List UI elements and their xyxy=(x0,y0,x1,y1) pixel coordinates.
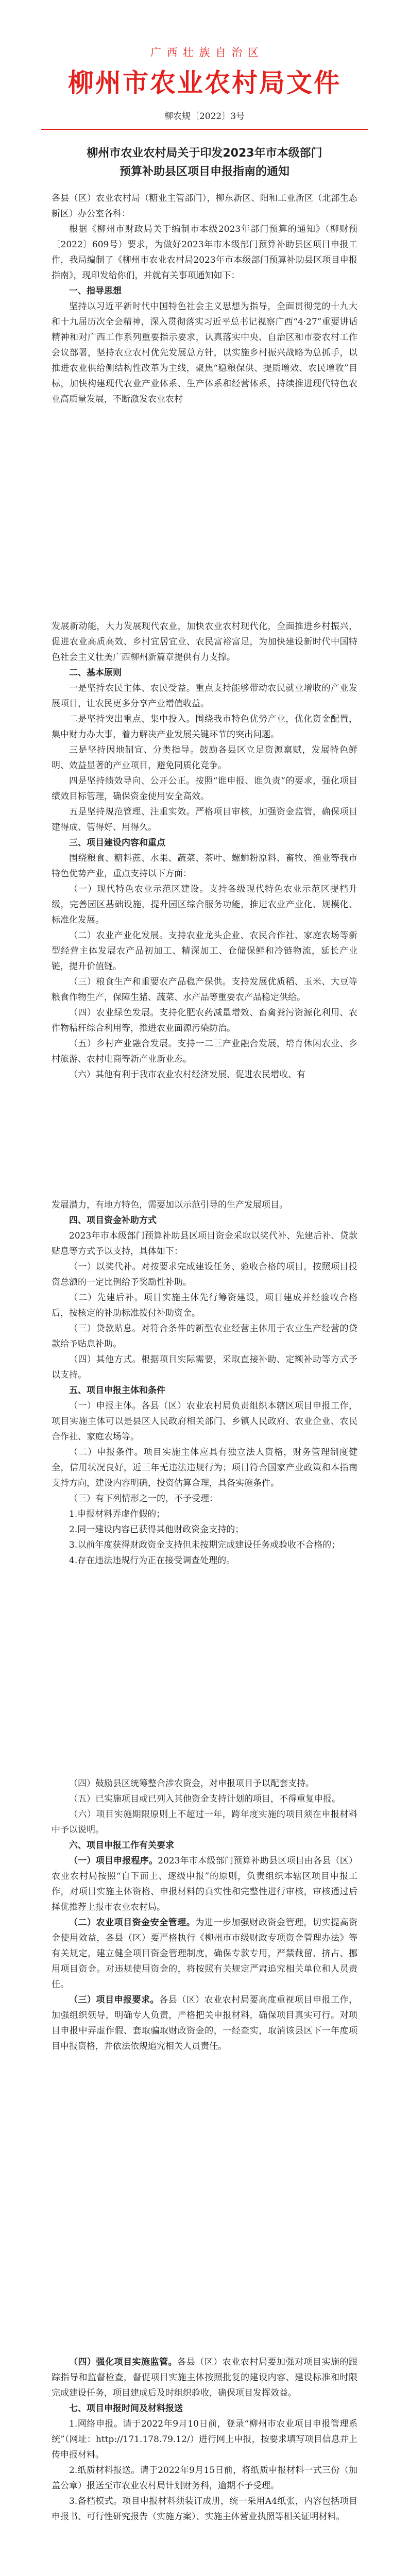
exclusion-item: 3.以前年度获得财政资金支持但未按期完成建设任务或验收不合格的； xyxy=(69,1540,340,1550)
principle-item: 五是坚持规范管理、注重实效。严格项目审核，加强资金监管，确保项目建得成、管得好、用得久。 xyxy=(52,807,357,833)
notice-title-line-1: 柳州市农业农村局关于印发2023年市本级部门 xyxy=(87,147,322,160)
subsidy-item: （一）以奖代补。对按要求完成建设任务、验收合格的项目，按照项目投资总额的一定比例给予奖励性补助。 xyxy=(52,1262,357,1287)
salutation: 各县（区）农业农村局（糖业主管部门），柳东新区、阳和工业新区（北部生态新区）办公室各科： xyxy=(52,193,357,219)
construction-item: （二）农业产业化发展。支持农业龙头企业、农民合作社、家庭农场等新型经营主体发展农产品初加工、精深加工、仓储保鲜和冷链物流，延长产业链，提升价值链。 xyxy=(52,930,357,972)
exclusion-item: 4.存在违法违规行为正在接受调查处理的。 xyxy=(69,1555,235,1566)
section-heading-submission: 七、项目申报时间及材料报送 xyxy=(69,2403,183,2414)
section-heading-guiding-ideology: 一、指导思想 xyxy=(69,286,122,296)
page-3 xyxy=(0,1157,409,1736)
construction-item: （六）其他有利于我市农业农村经济发展、促进农民增收、有 xyxy=(69,1070,305,1080)
principle-item: 三是坚持因地制宜、分类指导。鼓励各县区立足资源禀赋，发展特色鲜明、效益显著的产业项目，避免同质化竞争。 xyxy=(52,745,357,771)
page-2 xyxy=(0,579,409,1157)
exclusion-item: 2.同一建设内容已获得其他财政资金支持的； xyxy=(69,1524,244,1535)
construction-item: （三）粮食生产和重要农产品稳产保供。支持发展优质稻、玉米、大豆等粮食作物生产，保障生猪、蔬菜、水产品等重要农产品稳定供给。 xyxy=(52,977,357,1003)
construction-item-continued: 发展潜力，有地方特色，需要加以示范引导的生产发展项目。 xyxy=(52,1200,288,1210)
intro-paragraph: 根据《柳州市财政局关于编制市本级2023年部门预算的通知》（柳财预〔2022〕609号）要求，为做好2023年市本级部门预算补助县区项目申报工作，我局编制了《柳州市农业农村局2023年市本级部门预算补助县区项目申报指南》，现印发给你们，并就有关事项通知如下： xyxy=(52,224,357,281)
applicant-item: （六）项目实施期限原则上不超过一年，跨年度实施的项目须在申报材料中予以说明。 xyxy=(52,1809,357,1835)
page-5 xyxy=(0,2314,409,2576)
principle-item: 四是坚持绩效导向、公开公正。按照“谁申报、谁负责”的要求，强化项目绩效目标管理，确保资金使用安全高效。 xyxy=(52,776,357,802)
principle-item: 一是坚持农民主体、农民受益。重点支持能够带动农民就业增收的产业发展项目，让农民更多分享产业增值收益。 xyxy=(52,683,357,709)
construction-item: （五）乡村产业融合发展。支持一二三产业融合发展，培育休闲农业、乡村旅游、农村电商等新产业新业态。 xyxy=(52,1039,357,1064)
notice-title-line-2: 预算补助县区项目申报指南的通知 xyxy=(119,165,289,178)
section-paragraph-continued: 发展新动能，大力发展现代农业，加快农业农村现代化，全面推进乡村振兴，促进农业高质高效、乡村宜居宜业、农民富裕富足，为加快建设新时代中国特色社会主义壮美广西柳州新篇章提供有力支撑。 xyxy=(52,621,357,663)
requirement-text: 各县（区）农业农村局要高度重视项目申报工作，加强组织领导，明确专人负责，严格把关申报材料，确保项目真实可行。对项目申报中弄虚作假、套取骗取财政资金的，一经查实，取消该县区下一年度项目申报资格，并依法依规追究相关人员责任。 xyxy=(52,1995,358,2052)
section-heading-construction-content: 三、项目建设内容和重点 xyxy=(69,838,165,848)
principle-item: 二是坚持突出重点、集中投入。围绕我市特色优势产业，优化资金配置，集中财力办大事，着力解决产业发展关键环节的突出问题。 xyxy=(52,714,357,740)
issuing-region: 广西壮族自治区 xyxy=(150,46,264,59)
applicant-item: （五）已实施项目或已列入其他资金支持计划的项目，不得重复申报。 xyxy=(69,1794,340,1804)
requirement-item xyxy=(52,1853,357,1915)
requirement-lead: （二）农业项目资金安全管理。 xyxy=(69,1918,196,1928)
requirement-item xyxy=(52,2354,357,2401)
subsidy-item: （二）先建后补。项目实施主体先行筹资建设，项目建成并经验收合格后，按核定的补助标准拨付补助资金。 xyxy=(52,1293,357,1318)
requirement-text: 2023年市本级部门预算补助县区项目由各县（区）农业农村局按照“自下而上、逐级申报”的原则，负责组织本辖区项目申报工作，对项目实施主体资格、申报材料的真实性和完整性进行审核，审核通过后择优推荐上报市农业农村局。 xyxy=(52,1856,358,1912)
applicant-item: （三）有下列情形之一的，不予受理： xyxy=(69,1494,218,1504)
construction-item: （四）农业绿色发展。支持化肥农药减量增效、畜禽粪污资源化利用、农作物秸秆综合利用等，推进农业面源污染防治。 xyxy=(52,1008,357,1033)
section-paragraph: 围绕粮食、糖料蔗、水果、蔬菜、茶叶、螺蛳粉原料、畜牧、渔业等我市特色优势产业，重点支持以下方面： xyxy=(52,853,357,879)
requirement-item xyxy=(52,1915,357,1992)
applicant-item: （二）申报条件。项目实施主体应具有独立法人资格，财务管理制度健全，信用状况良好，近三年无违法违规行为；项目符合国家产业政策和本指南支持方向，建设内容明确，投资估算合理，具备实施条件。 xyxy=(52,1447,357,1488)
construction-item: （一）现代特色农业示范区建设。支持各级现代特色农业示范区提档升级，完善园区基础设施，提升园区综合服务功能，推进农业产业化、规模化、标准化发展。 xyxy=(52,884,357,925)
section-heading-basic-principles: 二、基本原则 xyxy=(69,668,122,678)
subsidy-item: （三）贷款贴息。对符合条件的新型农业经营主体用于农业生产经营的贷款给予贴息补助。 xyxy=(52,1324,357,1349)
document-masthead: 柳州市农业农村局文件 xyxy=(68,67,341,98)
section-heading-applicants: 五、项目申报主体和条件 xyxy=(69,1385,165,1396)
section-paragraph: 2023年市本级部门预算补助县区项目资金采取以奖代补、先建后补、贷款贴息等方式予以支持，具体如下： xyxy=(52,1231,357,1257)
red-divider-line xyxy=(41,129,368,130)
section-heading-requirements: 六、项目申报工作有关要求 xyxy=(69,1840,174,1851)
subsidy-item: （四）其他方式。根据项目实际需要，采取直接补助、定额补助等方式予以支持。 xyxy=(52,1354,357,1380)
submission-item: 2.纸质材料报送。请于2022年9月15日前，将纸质申报材料一式三份（加盖公章）报送至市农业农村局计划财务科，逾期不予受理。 xyxy=(52,2465,357,2491)
section-paragraph: 坚持以习近平新时代中国特色社会主义思想为指导，全面贯彻党的十九大和十九届历次全会精神，深入贯彻落实习近平总书记视察广西“4·27”重要讲话精神和对广西工作系列重要指示要求，认真落实中央、自治区和市委农村工作会议部署，坚持农业农村优先发展总方针，以实施乡村振兴战略为总抓手，以推进农业供给侧结构性改革为主线，聚焦“稳粮保供、提质增效、农民增收”目标，加快构建现代农业产业体系、生产体系和经营体系，持续推进现代特色农业高质量发展，不断激发农业农村 xyxy=(52,301,357,404)
notice-title xyxy=(52,144,357,181)
requirement-lead: （三）项目申报要求。 xyxy=(69,1995,160,2005)
applicant-item: （一）申报主体。各县（区）农业农村局负责组织本辖区项目申报工作，项目实施主体可以是县区人民政府相关部门、乡镇人民政府、农业企业、农民合作社、家庭农场等。 xyxy=(52,1401,357,1442)
section-heading-subsidy-methods: 四、项目资金补助方式 xyxy=(69,1215,157,1226)
requirement-lead: （一）项目申报程序。 xyxy=(69,1856,158,1866)
document-number: 柳农规〔2022〕3号 xyxy=(164,111,245,122)
requirement-lead: （四）强化项目实施监管。 xyxy=(69,2357,178,2367)
applicant-item: （四）鼓励县区统筹整合涉农资金，对申报项目予以配套支持。 xyxy=(69,1778,314,1789)
page-1 xyxy=(0,0,409,579)
page-4 xyxy=(0,1736,409,2314)
requirement-text: 各县（区）农业农村局要加强对项目实施的跟踪指导和监督检查，督促项目实施主体按照批复的建设内容、建设标准和时限完成建设任务，项目建成后及时组织验收，确保项目发挥效益。 xyxy=(52,2357,358,2398)
submission-item: 3.备档模式。项目申报材料须装订成册，统一采用A4纸张，内容包括项目申报书、可行性研究报告（实施方案）、实施主体营业执照等相关证明材料。 xyxy=(52,2496,357,2522)
requirement-item xyxy=(52,1992,357,2054)
exclusion-item: 1.申报材料弄虚作假的； xyxy=(69,1509,165,1519)
requirement-text: 为进一步加强财政资金管理，切实提高资金使用效益，各县（区）要严格执行《柳州市市级财政专项资金管理办法》等有关规定，建立健全项目资金管理制度，确保专款专用，严禁截留、挤占、挪用项目资金。对违规使用资金的，将按照有关规定严肃追究相关单位和人员责任。 xyxy=(52,1918,358,1990)
submission-item: 1.网络申报。请于2022年9月10日前，登录“柳州市农业项目申报管理系统”（网址：http://171.178.79.12/）进行网上申报，按要求填写项目信息并上传申报材料。 xyxy=(52,2419,357,2460)
